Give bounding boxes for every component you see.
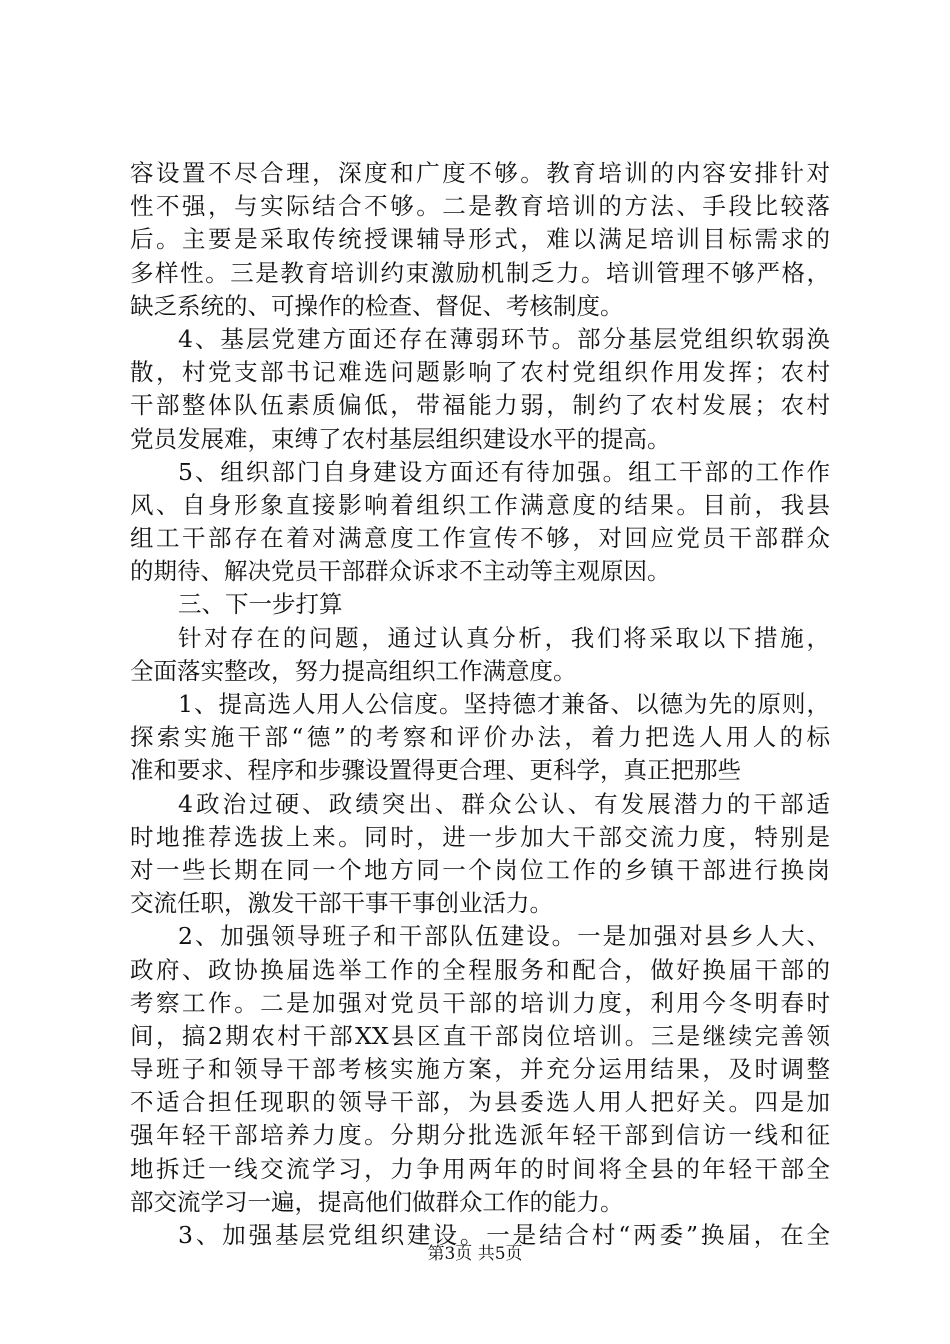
text-line: 党员发展难，束缚了农村基层组织建设水平的提高。 xyxy=(130,424,671,453)
text-line: 部交流学习一遍，提高他们做群众工作的能力。 xyxy=(130,1187,624,1216)
text-line: 全面落实整改，努力提高组织工作满意度。 xyxy=(130,656,577,685)
section-heading: 三、下一步打算 xyxy=(178,590,343,619)
text-line: 2、加强领导班子和干部队伍建设。一是加强对县乡人大、 xyxy=(178,922,830,951)
text-line: 间，搞2期农村干部XX县区直干部岗位培训。三是继续完善领 xyxy=(130,1021,830,1050)
text-line: 1、提高选人用人公信度。坚持德才兼备、以德为先的原则， xyxy=(178,690,830,718)
text-line: 4、基层党建方面还存在薄弱环节。部分基层党组织软弱涣 xyxy=(178,324,830,353)
text-line: 探索实施干部“德”的考察和评价办法，着力把选人用人的标 xyxy=(130,723,830,752)
text-line: 容设置不尽合理，深度和广度不够。教育培训的内容安排针对 xyxy=(130,159,830,187)
page-footer: 第3页 共5页 xyxy=(427,1244,523,1264)
text-line: 考察工作。二是加强对党员干部的培训力度，利用今冬明春时 xyxy=(130,988,830,1017)
text-line: 强年轻干部培养力度。分期分批选派年轻干部到信访一线和征 xyxy=(130,1121,830,1150)
text-line: 对一些长期在同一个地方同一个岗位工作的乡镇干部进行换岗 xyxy=(130,855,830,884)
text-line: 后。主要是采取传统授课辅导形式，难以满足培训目标需求的 xyxy=(130,225,830,254)
text-line: 3、加强基层党组织建设。一是结合村“两委”换届，在全 xyxy=(178,1221,830,1249)
text-line: 导班子和领导干部考核实施方案，并充分运用结果，及时调整 xyxy=(130,1055,830,1084)
document-body xyxy=(130,157,830,1252)
text-line: 风、自身形象直接影响着组织工作满意度的结果。目前，我县 xyxy=(130,490,830,519)
text-line: 组工干部存在着对满意度工作宣传不够，对回应党员干部群众 xyxy=(130,524,830,553)
text-line: 缺乏系统的、可操作的检查、督促、考核制度。 xyxy=(130,291,624,320)
text-line: 性不强，与实际结合不够。二是教育培训的方法、手段比较落 xyxy=(130,192,830,221)
text-line: 干部整体队伍素质偏低，带福能力弱，制约了农村发展；农村 xyxy=(130,391,830,420)
text-line: 地拆迁一线交流学习，力争用两年的时间将全县的年轻干部全 xyxy=(130,1154,830,1183)
text-line: 针对存在的问题，通过认真分析，我们将采取以下措施， xyxy=(178,623,830,652)
text-line: 交流任职，激发干部干事干事创业活力。 xyxy=(130,889,553,918)
text-line: 政府、政协换届选举工作的全程服务和配合，做好换届干部的 xyxy=(130,955,830,984)
text-line: 多样性。三是教育培训约束激励机制乏力。培训管理不够严格， xyxy=(130,258,830,287)
text-line: 散，村党支部书记难选问题影响了农村党组织作用发挥；农村 xyxy=(130,358,830,387)
text-line: 不适合担任现职的领导干部，为县委选人用人把好关。四是加 xyxy=(130,1088,830,1117)
text-line: 5、组织部门自身建设方面还有待加强。组工干部的工作作 xyxy=(178,457,830,486)
text-line: 时地推荐选拔上来。同时，进一步加大干部交流力度，特别是 xyxy=(130,822,830,851)
text-line: 的期待、解决党员干部群众诉求不主动等主观原因。 xyxy=(130,557,671,586)
text-line: 准和要求、程序和步骤设置得更合理、更科学，真正把那些 xyxy=(130,756,741,785)
text-line: 4政治过硬、政绩突出、群众公认、有发展潜力的干部适 xyxy=(178,789,830,818)
